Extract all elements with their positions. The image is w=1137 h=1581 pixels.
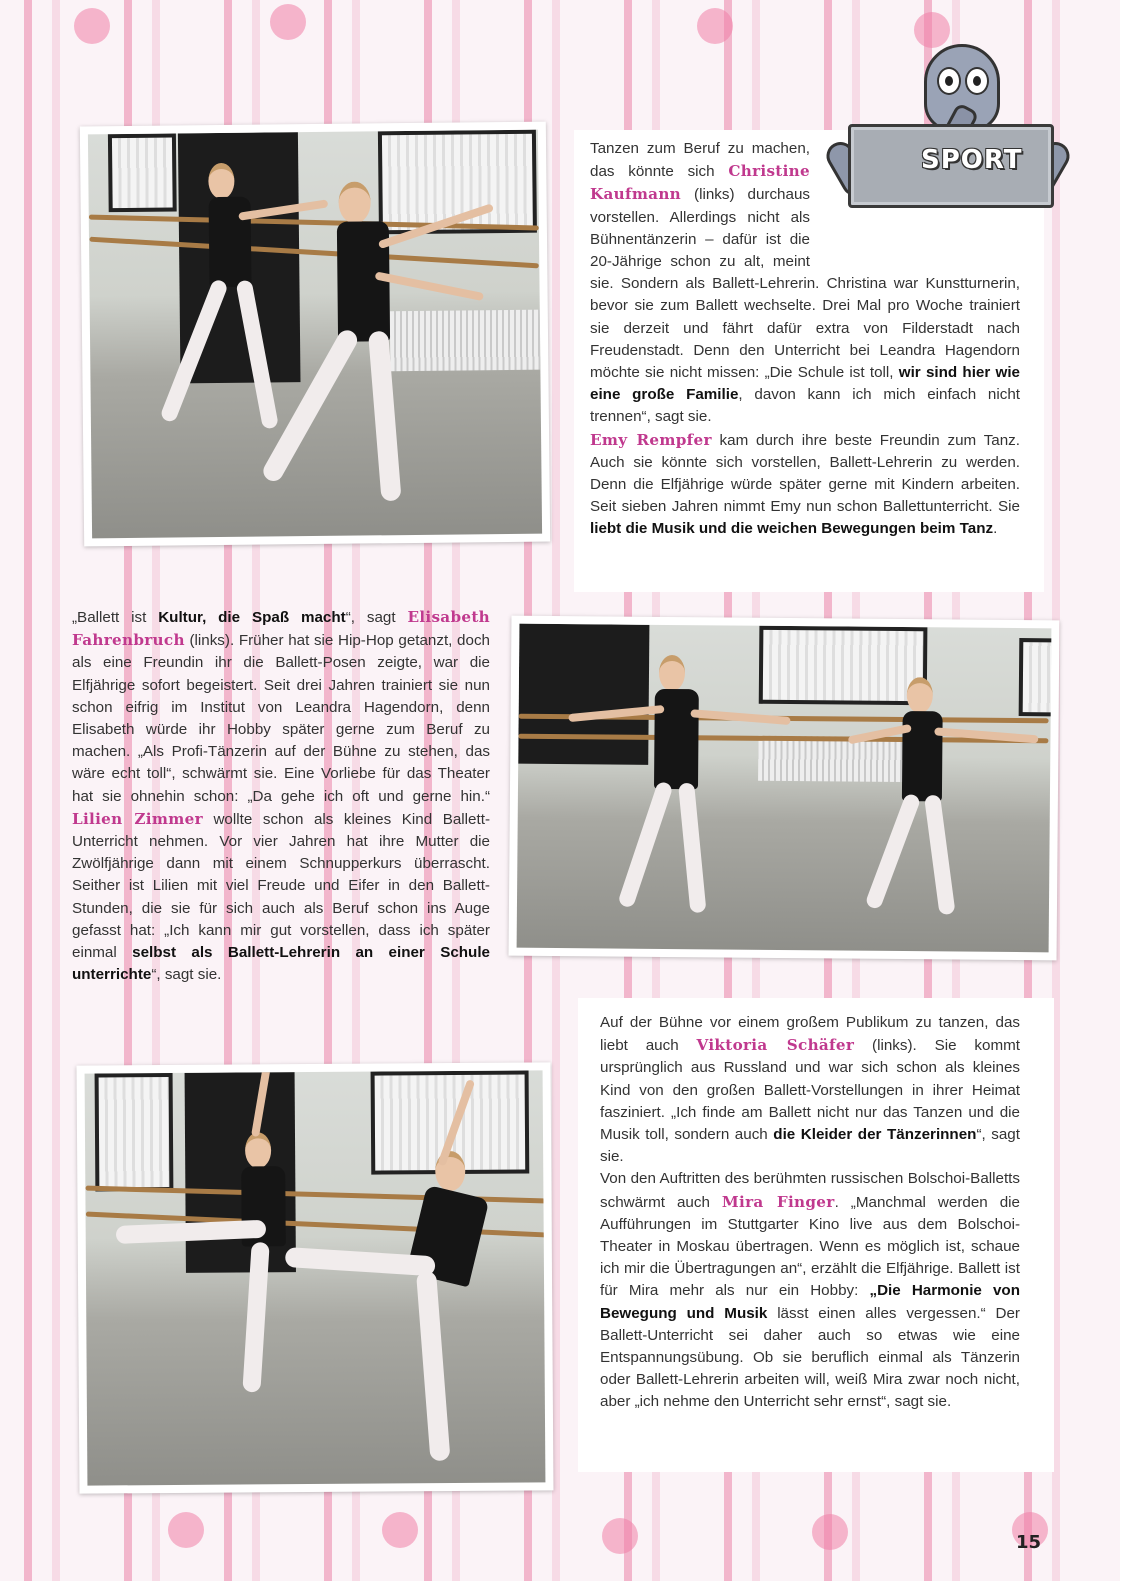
bold-musik: liebt die Musik und die weichen Bewegungen beim Tanz [590, 520, 994, 538]
name-viktoria-schaefer: Viktoria Schäfer [696, 1036, 855, 1055]
page-number: 15 [1015, 1532, 1041, 1553]
photo-christine-emy [80, 122, 550, 547]
text-viktoria-end: “, sagt sie. [600, 1126, 1020, 1166]
text-mira-end: lässt einen alles vergessen.“ Der Ballett-Unterricht sei daher auch so etwas wie eine Entspannungsübung. Ob sie beruflich einmal als Tänzerin oder Ballett-Lehrerin arbeiten will, weiß Mira zwar noch nicht, aber „ich nehme den Unterricht sehr ernst“, sagt sie. [600, 1304, 1020, 1411]
decor-dot [914, 12, 950, 48]
text-sagt: “, sagt [345, 609, 396, 626]
photo-elisabeth-lilien [509, 616, 1060, 961]
text-bolschoi: Von den Auftritten des berühmten russischen Bolschoi-Balletts schwärmt auch [600, 1170, 1020, 1211]
decor-dot [812, 1514, 848, 1550]
bold-kleider: die Kleider der Tänzerinnen [773, 1126, 977, 1144]
bold-harmonie: „Die Harmonie von Bewegung und Musik [600, 1282, 1020, 1322]
text-christine-end: , davon kann ich mich einfach nicht trennen“, sagt sie. [590, 386, 1020, 426]
bold-quote-1: wir sind hier wie eine große Familie [590, 364, 1020, 404]
text-mira: . „Manchmal werden die Aufführungen im Stuttgarter Kino live aus dem Bolschoi-Theater in Moskau übertragen. Wenn es möglich ist, schaue ich mir die Übertragungen an“, erzählt die Elfjährige. Ballett ist für Mira mehr als nur ein Hobby: [600, 1193, 1020, 1300]
page-edge [1120, 0, 1137, 1581]
decor-dot [74, 8, 110, 44]
text-viktoria: (links). Sie kommt ursprünglich aus Russland und war sich schon als kleines Kind von den großen Ballett-Vorstellungen in ihrer Heimat fasziniert. „Ich finde am Ballett nicht nur das Tanzen und die Musik toll, sondern auch [600, 1037, 1020, 1144]
article-text-3 [600, 1012, 1020, 1414]
text-quote-start: „Ballett ist [72, 609, 147, 626]
decor-dot [168, 1512, 204, 1548]
bold-kultur: Kultur, die Spaß macht [158, 609, 346, 626]
name-lilien-zimmer: Lilien Zimmer [72, 809, 203, 828]
name-elisabeth-fahrenbruch: Elisabeth Fahrenbruch [72, 608, 490, 650]
text-christine: (links) durchaus vorstellen. Allerdings nicht als Bühnentänzerin – dafür ist die 20-Jährige schon zu alt, meint sie. Sondern als Ballett-Lehrerin. Christina war Kunstturnerin, bevor sie zum Ballett wechselte. Drei Mal pro Woche trainiert sie derzeit und fährt dafür extra von Filderstadt nach Freudenstadt. Denn den Unterricht bei Leandra Hagendorn möchte sie nicht missen: „Die Schule ist toll, [590, 186, 1020, 382]
text-lilien: wollte schon als kleines Kind Ballett-Unterricht nehmen. Vor vier Jahren hat ihre Mutter die Zwölfjährige dann mit einem Schnupperkurs überrascht. Seither ist Lilien mit viel Freude und Eifer in den Ballett-Stunden, die sie für sich auch als Beruf schon ins Auge gefasst hat: „Ich kann mir gut vorstellen, dass ich später einmal [72, 810, 490, 962]
decor-dot [270, 4, 306, 40]
name-christine-kaufmann: Christine Kaufmann [590, 162, 810, 204]
text-intro: Tanzen zum Beruf zu machen, das könnte sich [590, 140, 810, 181]
decor-dot [697, 8, 733, 44]
name-emy-rempfer: Emy Rempfer [590, 430, 712, 449]
name-mira-finger: Mira Finger [721, 1192, 835, 1211]
bold-lehrerin: selbst als Ballett-Lehrerin an einer Schule unterrichte [72, 944, 490, 984]
text-lilien-end: “, sagt sie. [151, 966, 222, 984]
text-buehne: Auf der Bühne vor einem großem Publikum zu tanzen, das liebt auch [600, 1014, 1020, 1055]
sport-board [848, 124, 1054, 208]
decor-dot [602, 1518, 638, 1554]
photo-viktoria-mira [77, 1062, 554, 1493]
article-text-2 [72, 606, 490, 986]
sport-section-badge [834, 44, 1060, 224]
sport-label: SPORT [921, 145, 1023, 175]
text-emy-end: . [993, 520, 998, 538]
text-emy: kam durch ihre beste Freundin zum Tanz. Auch sie könnte sich vorstellen, Ballett-Lehrerin zu werden. Denn die Elfjährige würde später gerne mit Kindern arbeiten. Seit sieben Jahren nimmt Emy nun schon Ballettunterricht. Sie [590, 431, 1020, 516]
decor-dot [382, 1512, 418, 1548]
text-elisabeth: (links). Früher hat sie Hip-Hop getanzt, doch als eine Freundin ihr die Ballett-Posen zeigte, war die Elfjährige sofort begeistert. Seit drei Jahren trainiert sie nun schon eifrig im Institut von Leandra Hagendorn, denn Elisabeth würde ihr Hobby später gerne zum Beruf zu machen. „Als Profi-Tänzerin auf der Bühne zu stehen, das wäre echt toll“, schwärmt sie. Eine Vorliebe für das Theater hat sie ohnehin schon: „Da gehe ich oft und gerne hin.“ [72, 632, 490, 805]
